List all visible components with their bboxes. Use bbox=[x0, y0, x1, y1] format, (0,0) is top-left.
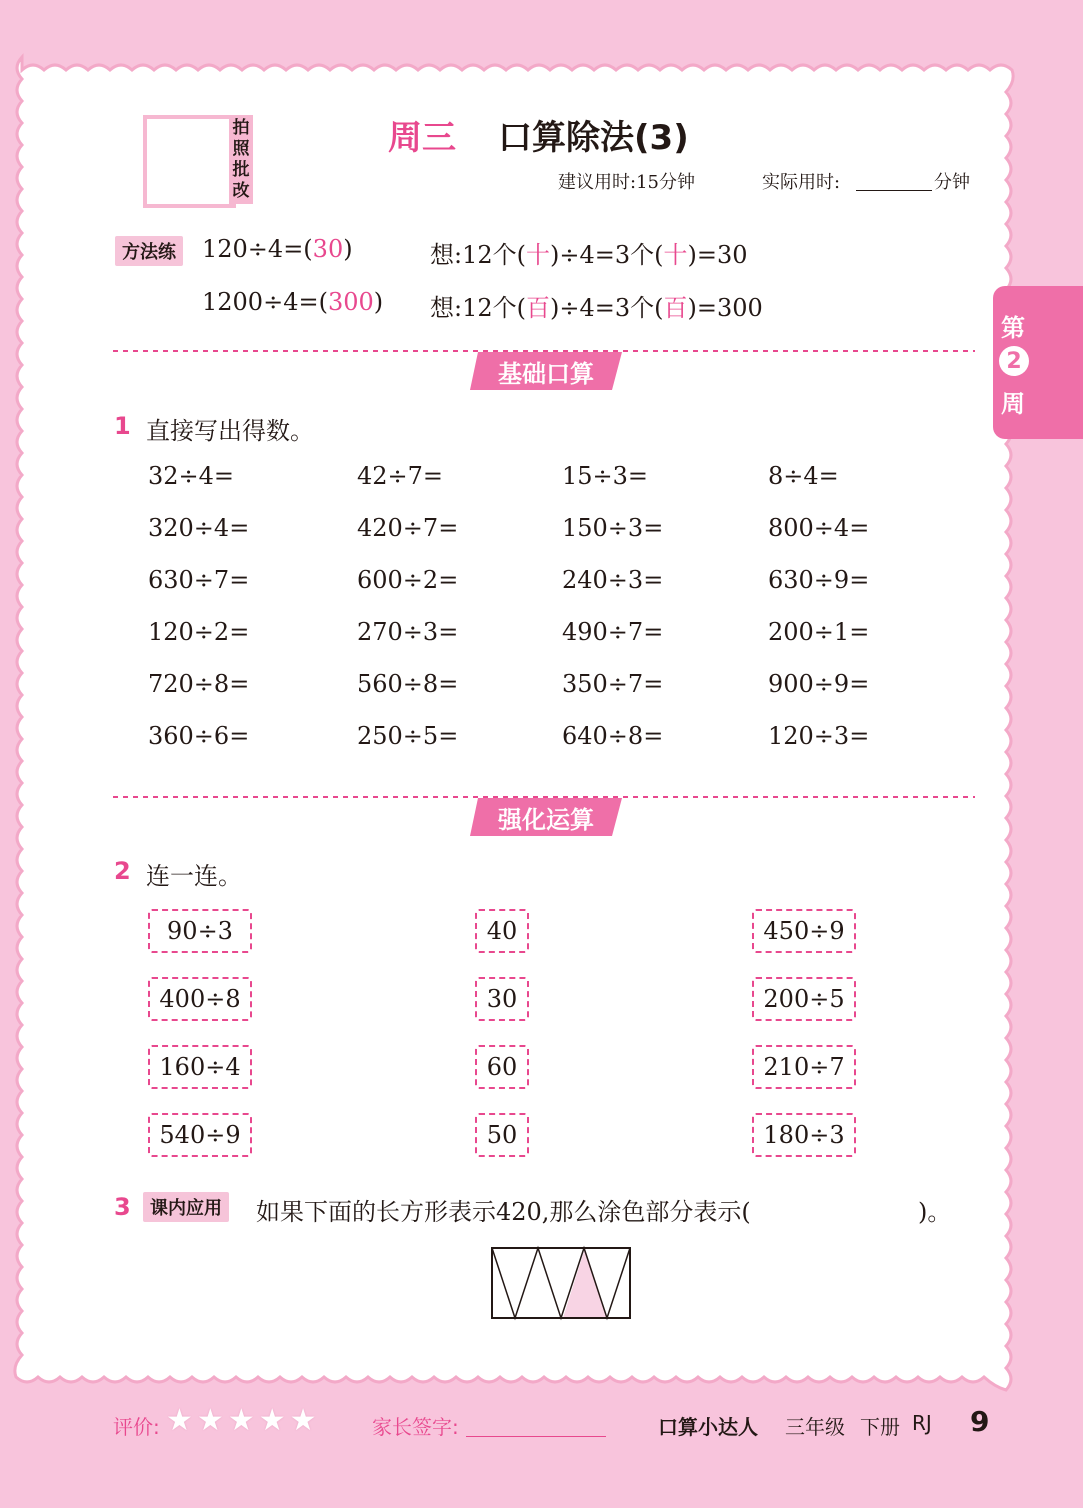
photo-correct-label[interactable] bbox=[229, 115, 253, 204]
match-right-box[interactable]: 200÷5 bbox=[752, 977, 856, 1021]
week-tab bbox=[993, 286, 1083, 439]
edition-label: RJ bbox=[912, 1411, 932, 1435]
photo-label-char: 改 bbox=[232, 180, 250, 201]
calc-item[interactable]: 32÷4= bbox=[148, 462, 235, 490]
match-middle-box[interactable]: 30 bbox=[475, 977, 529, 1021]
method-answer: 30 bbox=[312, 235, 344, 263]
calc-item[interactable]: 270÷3= bbox=[357, 618, 459, 646]
method-row-2 bbox=[202, 288, 383, 316]
calc-item[interactable]: 800÷4= bbox=[768, 514, 870, 542]
match-left-box[interactable]: 90÷3 bbox=[148, 909, 252, 953]
calc-item[interactable]: 8÷4= bbox=[768, 462, 839, 490]
match-middle-box[interactable]: 60 bbox=[475, 1045, 529, 1089]
rating-label: 评价: bbox=[113, 1415, 160, 1439]
match-right-box[interactable]: 210÷7 bbox=[752, 1045, 856, 1089]
calc-item[interactable]: 720÷8= bbox=[148, 670, 250, 698]
calc-item[interactable]: 490÷7= bbox=[562, 618, 664, 646]
star-icon[interactable]: ★ bbox=[166, 1403, 193, 1438]
rating-stars[interactable] bbox=[166, 1403, 317, 1438]
section-banner-basic: 基础口算 bbox=[498, 359, 594, 388]
question-number: 3 bbox=[114, 1193, 131, 1221]
question-text: 如果下面的长方形表示420,那么涂色部分表示( bbox=[256, 1198, 751, 1226]
think-unit: 十 bbox=[663, 241, 688, 269]
question-text: 直接写出得数。 bbox=[146, 417, 314, 445]
question-text: 连一连。 bbox=[146, 862, 242, 890]
calc-item[interactable]: 120÷3= bbox=[768, 722, 870, 750]
calc-item[interactable]: 250÷5= bbox=[357, 722, 459, 750]
volume-label: 下册 bbox=[860, 1415, 900, 1439]
calc-item[interactable]: 120÷2= bbox=[148, 618, 250, 646]
think-mid: )÷4=3个( bbox=[550, 241, 664, 269]
calc-item[interactable]: 42÷7= bbox=[357, 462, 444, 490]
match-right-box[interactable]: 180÷3 bbox=[752, 1113, 856, 1157]
section-banner-strengthen: 强化运算 bbox=[498, 805, 594, 834]
photo-label-char: 拍 bbox=[232, 117, 250, 138]
week-tab-top: 第 bbox=[1001, 314, 1025, 342]
page-number: 9 bbox=[970, 1405, 990, 1438]
parent-sign-label: 家长签字: bbox=[372, 1415, 459, 1439]
calc-item[interactable]: 630÷9= bbox=[768, 566, 870, 594]
actual-time-unit: 分钟 bbox=[934, 172, 970, 193]
method-think-2 bbox=[430, 288, 763, 323]
method-close: ) bbox=[343, 235, 353, 263]
actual-time-blank[interactable] bbox=[856, 190, 932, 191]
week-tab-bottom: 周 bbox=[1001, 390, 1025, 418]
match-right-box[interactable]: 450÷9 bbox=[752, 909, 856, 953]
week-number-badge: 2 bbox=[999, 346, 1029, 376]
star-icon[interactable]: ★ bbox=[227, 1403, 255, 1438]
question-number: 1 bbox=[114, 412, 131, 440]
book-title: 口算小达人 bbox=[658, 1415, 758, 1439]
method-expr: 120÷4=( bbox=[202, 235, 313, 263]
method-close: ) bbox=[373, 288, 384, 316]
calc-item[interactable]: 560÷8= bbox=[357, 670, 459, 698]
page-title: 口算除法(3) bbox=[498, 118, 689, 158]
photo-label-char: 照 bbox=[232, 138, 250, 159]
think-end: )=300 bbox=[687, 294, 763, 322]
calc-item[interactable]: 200÷1= bbox=[768, 618, 870, 646]
think-unit: 百 bbox=[526, 294, 550, 322]
think-pre: 想:12个( bbox=[430, 294, 526, 322]
calc-item[interactable]: 600÷2= bbox=[357, 566, 459, 594]
think-end: )=30 bbox=[687, 241, 748, 269]
method-tag: 方法练 bbox=[115, 236, 183, 266]
calc-item[interactable]: 640÷8= bbox=[562, 722, 664, 750]
method-think-1 bbox=[430, 235, 748, 270]
match-left-box[interactable]: 540÷9 bbox=[148, 1113, 252, 1157]
calc-item[interactable]: 900÷9= bbox=[768, 670, 870, 698]
method-row-1 bbox=[202, 235, 353, 263]
parent-sign-blank[interactable] bbox=[466, 1436, 606, 1437]
calc-item[interactable]: 150÷3= bbox=[562, 514, 664, 542]
application-tag: 课内应用 bbox=[143, 1192, 229, 1222]
method-expr: 1200÷4=( bbox=[202, 288, 328, 316]
question-number: 2 bbox=[114, 857, 131, 885]
think-mid: )÷4=3个( bbox=[550, 294, 664, 322]
calc-item[interactable]: 630÷7= bbox=[148, 566, 250, 594]
calc-item[interactable]: 15÷3= bbox=[562, 462, 649, 490]
think-unit: 十 bbox=[526, 241, 550, 269]
method-answer: 300 bbox=[327, 288, 374, 316]
calc-item[interactable]: 420÷7= bbox=[357, 514, 459, 542]
match-left-box[interactable]: 160÷4 bbox=[148, 1045, 252, 1089]
day-label: 周三 bbox=[388, 118, 456, 158]
star-icon[interactable]: ★ bbox=[196, 1403, 224, 1438]
match-left-box[interactable]: 400÷8 bbox=[148, 977, 252, 1021]
star-icon[interactable]: ★ bbox=[258, 1403, 286, 1438]
calc-item[interactable]: 360÷6= bbox=[148, 722, 250, 750]
calc-item[interactable]: 240÷3= bbox=[562, 566, 664, 594]
question-text-end: )。 bbox=[918, 1198, 952, 1226]
match-middle-box[interactable]: 40 bbox=[475, 909, 529, 953]
star-icon[interactable]: ★ bbox=[289, 1403, 317, 1438]
suggested-time: 建议用时:15分钟 bbox=[558, 172, 695, 193]
answer-blank[interactable] bbox=[832, 1192, 918, 1222]
calc-item[interactable]: 350÷7= bbox=[562, 670, 664, 698]
think-pre: 想:12个( bbox=[430, 241, 526, 269]
think-unit: 百 bbox=[663, 294, 688, 322]
actual-time-label: 实际用时: bbox=[762, 172, 841, 193]
photo-label-char: 批 bbox=[232, 159, 250, 180]
match-middle-box[interactable]: 50 bbox=[475, 1113, 529, 1157]
grade-label: 三年级 bbox=[785, 1415, 845, 1439]
calc-item[interactable]: 320÷4= bbox=[148, 514, 250, 542]
photo-box[interactable] bbox=[143, 115, 236, 208]
